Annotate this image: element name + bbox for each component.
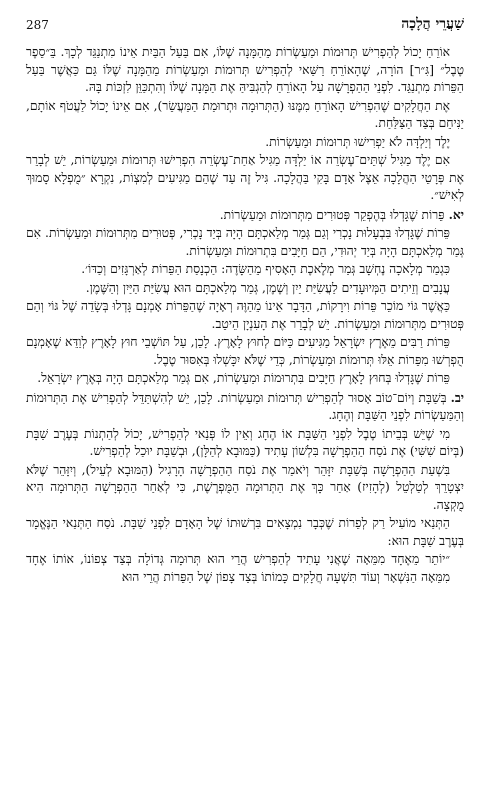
paragraph: מִי שֶׁיֵּשׁ בְּבֵיתוֹ טֶבֶל לִפְנֵי הַשַּׁבָּת אוֹ הֶחָג וְאֵין לוֹ פְּנַאי לְהַפְרִישׁ, יָכוֹל לְהַתְנוֹת בְּעֶרֶב שַׁבָּת (בְּיוֹם שִׁשִּׁי) אֶת נֹסַח הַהַפְרָשָׁה בִּלְשׁוֹן עָתִיד (כַּמּוּבָא לְהַלָּן), וּבְשַׁבָּת יוּכַל לְהַפְרִישׁ. [26,426,464,458]
running-title: שַׁעֲרֵי הֲלָכָה [401,16,464,32]
document-body [26,44,464,587]
section-number: יא. [448,206,464,222]
section-paragraph [26,389,464,425]
paragraph: יֶלֶד וְיַלְדָּה לֹא יַפְרִישׁוּ תְּרוּמוֹת וּמַעַשְׂרוֹת. [265,134,450,149]
paragraph: בִּשְׁעַת הַהַפְרָשָׁה בְּשַׁבָּת יִזָּהֵר וְיֹאמַר אֶת נֹסַח הַהַפְרָשָׁה הָרָגִיל (הַמּוּבָא לְעֵיל), וְיִזָּהֵר שֶׁלֹּא יִצְטָרֵךְ לְטַלְטֵל (לְהָזִיז) אַחַר כָּךְ אֶת הַתְּרוּמָה הַמֻּפְרֶשֶׁת, כִּי לְאַחַר הַהַפְרָשָׁה הַתְּרוּמָה הִיא מֻקְצָה. [26,462,464,512]
section-text: בְּשַׁבָּת וְיוֹם־טוֹב אָסוּר לְהַפְרִישׁ תְּרוּמוֹת וּמַעַשְׂרוֹת. לָכֵן, יֵשׁ לְהִשְׁתַּדֵּל לְהַפְרִישׁ אֶת הַתְּרוּמוֹת וְהַמַּעַשְׂרוֹת לִפְנֵי הַשַּׁבָּת וְהֶחָג. [26,390,464,422]
paragraph: כַּאֲשֶׁר גּוֹי מוֹכֵר פֵּרוֹת וִירָקוֹת, הַדָּבָר אֵינוֹ מֵהַוֶּה רְאָיָה שֶׁהַפֵּרוֹת אָמְנָם גָּדְלוּ בְּשָׂדֵה שֶׁל גּוֹי וְהֵם פְּטוּרִים מִתְּרוּמוֹת וּמַעַשְׂרוֹת. יֵשׁ לְבָרֵר אֶת הָעִנְיָן הֵיטֵב. [26,299,464,331]
paragraph: כִּגְמַר מְלָאכָה נֶחְשָׁב גְּמַר מְלֶאכֶת הָאָסִיף מֵהַשָּׂדֶה: הַכְנָסַת הַפֵּרוֹת לְאַרְגָּזִים וְכַדּוֹ׳. [81,262,450,276]
page-number: 287 [26,18,49,32]
paragraph: אֶת הַחֲלָקִים שֶׁהִפְרִישׁ הָאוֹרֵחַ מִמֶּנּוּ (הַתְּרוּמָה וּתְרוּמַת הַמַּעֲשֵׂר), אִם אֵינוֹ יָכוֹל לַעֲטֹף אוֹתָם, יַנִּיחֵם בְּצַד הַצַּלַּחַת. [26,98,464,130]
section-text: פֵּרוֹת שֶׁגָּדְלוּ בְּהֶפְקֵר פְּטוּרִים מִתְּרוּמוֹת וּמַעַשְׂרוֹת. [219,207,445,222]
section-number: יב. [450,389,464,405]
section-paragraph [26,206,464,225]
page-header [26,16,464,38]
paragraph: הַתְּנַאי מוֹעִיל רַק לְפֵרוֹת שֶׁכְּבָר נִמְצָאִים בִּרְשׁוּתוֹ שֶׁל הָאָדָם לִפְנֵי שַׁבָּת. נֹסַח הַתְּנַאי הַנֶּאֱמָר בְּעֶרֶב שַׁבָּת הוּא: [26,516,464,548]
paragraph: פֵּרוֹת שֶׁגָּדְלוּ בִּבְעָלוּת נָכְרִי וְגַם גְּמַר מְלַאכְתָּם הָיָה בְּיַד נָכְרִי, פְּטוּרִים מִתְּרוּמוֹת וּמַעַשְׂרוֹת. אִם גְּמַר מְלַאכְתָּם הָיָה בְּיַד יְהוּדִי, הֵם חַיָּבִים בִּתְרוּמוֹת וּמַעַשְׂרוֹת. [26,226,464,258]
paragraph: עֲנָבִים וְזֵיתִים הַמְּיוּעָדִים לַעֲשִׂיַּת יַיִן וְשֶׁמֶן, גְּמַר מְלַאכְתָּם הוּא עֲשִׂיַּת הַיַּיִן וְהַשֶּׁמֶן. [85,280,450,295]
quoted-formula: ״יוֹתֵר מֵאֶחָד מִמֵּאָה שֶׁאֲנִי עָתִיד לְהַפְרִישׁ הֲרֵי הוּא תְּרוּמָה גְּדוֹלָה בְּצַד צְפוֹנוֹ, אוֹתוֹ אֶחָד מִמֵּאָה הַנִּשְׁאָר וְעוֹד תִּשְׁעָה חֲלָקִים כָּמוֹתוֹ בְּצַד צָפוֹן שֶׁל הַפֵּרוֹת הֲרֵי הוּא [26,552,450,584]
paragraph: אִם יֶלֶד מַגִּיל שְׁתֵּים־עֶשְׂרֵה אוֹ יַלְדָּה מַגִּיל אַחַת־עֶשְׂרֵה הִפְרִישׁוּ תְּרוּמוֹת וּמַעַשְׂרוֹת, יֵשׁ לְבָרֵר אֶת פְּרָטֵי הַהֲלָכָה אֵצֶל אָדָם בָּקִי בַּהֲלָכָה. גִּיל זֶה עַד שֶׁהֵם מַגִּיעִים לְמִצְוֹת, נִקְרָא ״מֻפְלָא סָמוּךְ לְאִישׁ״. [26,153,464,202]
paragraph: אוֹרֵחַ יָכוֹל לְהַפְרִישׁ תְּרוּמוֹת וּמַעַשְׂרוֹת מֵהַמָּנָה שֶׁלּוֹ, אִם בַּעַל הַבַּיִת אֵינוֹ מִתְנַגֵּד לְכָךְ. בֵּ״סֵפֶר טֶבֶל״ [גִּ״ר] הוֹרָה, שֶׁהָאוֹרֵחַ רַשַּׁאי לְהַפְרִישׁ תְּרוּמוֹת וּמַעַשְׂרוֹת מֵהַמָּנָה שֶׁלּוֹ גַּם כַּאֲשֶׁר בַּעַל הַפֵּרוֹת מִתְנַגֵּד. לִפְנֵי הַהַפְרָשָׁה עַל הָאוֹרֵחַ לְהַגְבִּיהַּ אֶת הַמָּנָה שֶׁלּוֹ וְהִתְכַּוֵּן לִזְכּוֹת בָּהּ. [26,45,464,94]
paragraph: פֵּרוֹת שֶׁגָּדְלוּ בְּחוּץ לָאָרֶץ חַיָּבִים בִּתְרוּמוֹת וּמַעַשְׂרוֹת, אִם גְּמַר מְלַאכְתָּם הָיָה בְּאֶרֶץ יִשְׂרָאֵל. [37,371,450,385]
paragraph: פֵּרוֹת רַבִּים מֵאֶרֶץ יִשְׂרָאֵל מַגִּיעִים כַּיּוֹם לְחוּץ לָאָרֶץ. לָכֵן, עַל תּוֹשְׁבֵי חוּץ לָאָרֶץ לְוַדֵּא שֶׁאָמְנָם הֻפְרְשׁוּ מִפֵּרוֹת אֵלּוּ תְּרוּמוֹת וּמַעַשְׂרוֹת, כְּדֵי שֶׁלֹּא יִכָּשְׁלוּ בְּאִסּוּר טֶבֶל. [26,335,464,367]
